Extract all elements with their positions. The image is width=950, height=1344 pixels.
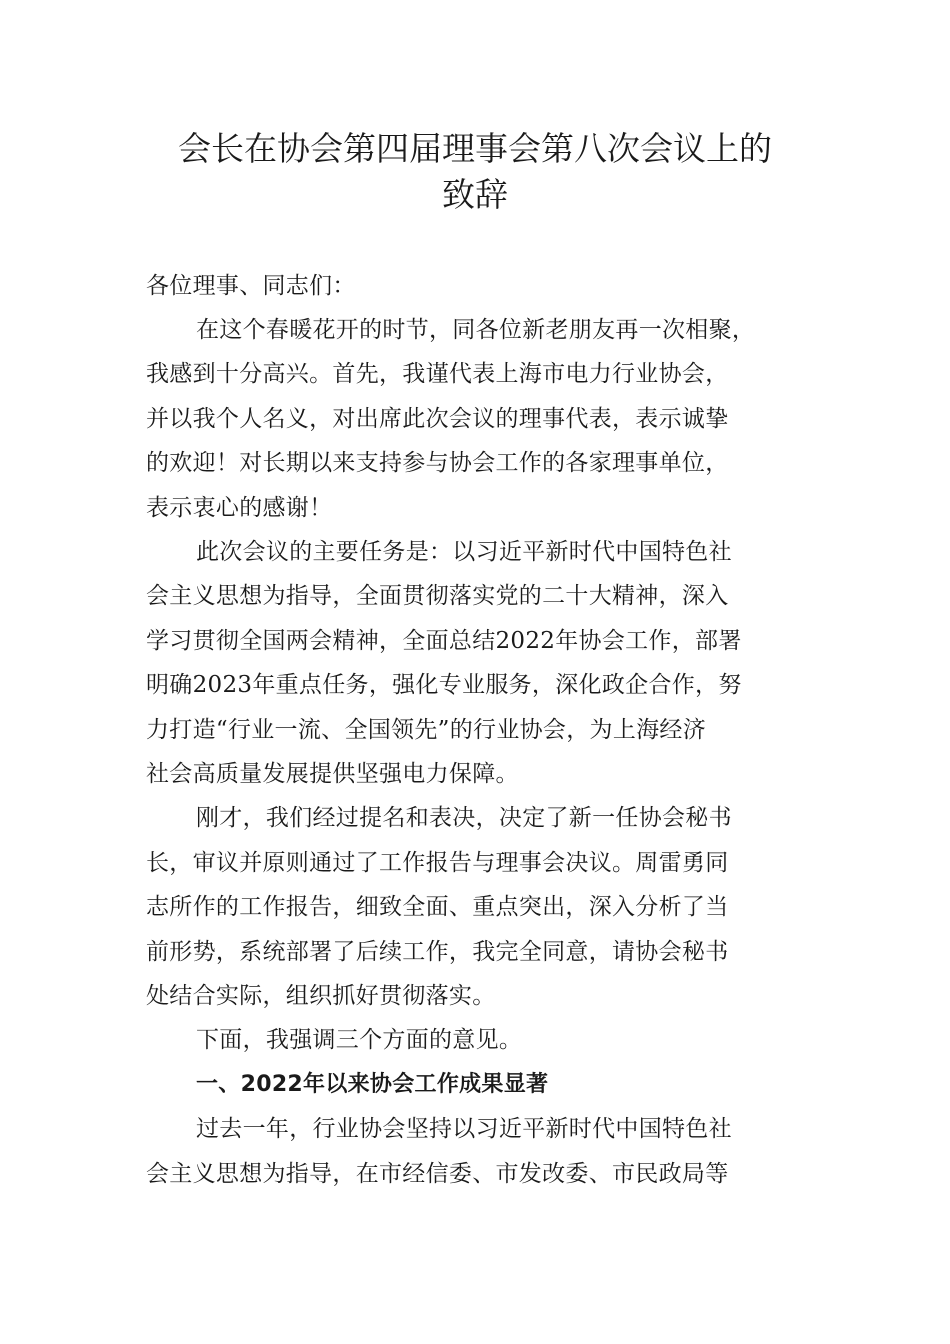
paragraph-line: 处结合实际，组织抓好贯彻落实。 bbox=[146, 983, 496, 1009]
paragraph-line: 前形势，系统部署了后续工作，我完全同意，请协会秘书 bbox=[146, 939, 729, 965]
paragraph-line: 长，审议并原则通过了工作报告与理事会决议。周雷勇同 bbox=[146, 850, 729, 876]
paragraph-line: 下面，我强调三个方面的意见。 bbox=[196, 1027, 523, 1053]
section-heading: 一、2022年以来协会工作成果显著 bbox=[196, 1072, 549, 1097]
paragraph-line: 在这个春暖花开的时节，同各位新老朋友再一次相聚， bbox=[196, 317, 756, 343]
paragraph-line: 表示衷心的感谢！ bbox=[146, 495, 333, 521]
paragraph-line: 此次会议的主要任务是：以习近平新时代中国特色社 bbox=[196, 539, 732, 565]
paragraph-line: 会主义思想为指导，在市经信委、市发改委、市民政局等 bbox=[146, 1161, 729, 1187]
paragraph-line: 力打造“行业一流、全国领先”的行业协会，为上海经济 bbox=[146, 717, 707, 743]
paragraph-line: 并以我个人名义，对出席此次会议的理事代表，表示诚挚 bbox=[146, 406, 729, 432]
paragraph-line: 社会高质量发展提供坚强电力保障。 bbox=[146, 761, 519, 787]
paragraph-line: 过去一年，行业协会坚持以习近平新时代中国特色社 bbox=[196, 1116, 732, 1142]
paragraph-line: 的欢迎！对长期以来支持参与协会工作的各家理事单位， bbox=[146, 450, 729, 476]
paragraph-line: 明确2023年重点任务，强化专业服务，深化政企合作，努 bbox=[146, 672, 742, 698]
title-line-1: 会长在协会第四届理事会第八次会议上的 bbox=[178, 129, 772, 168]
document-title bbox=[120, 126, 830, 218]
paragraph-line: 刚才，我们经过提名和表决，决定了新一任协会秘书 bbox=[196, 805, 732, 831]
paragraph-line: 志所作的工作报告，细致全面、重点突出，深入分析了当 bbox=[146, 894, 729, 920]
title-line-2: 致辞 bbox=[442, 175, 508, 214]
paragraph-line: 会主义思想为指导，全面贯彻落实党的二十大精神，深入 bbox=[146, 583, 729, 609]
paragraph-line: 我感到十分高兴。首先，我谨代表上海市电力行业协会， bbox=[146, 361, 729, 387]
paragraph-line: 学习贯彻全国两会精神，全面总结2022年协会工作，部署 bbox=[146, 628, 742, 654]
salutation: 各位理事、同志们： bbox=[146, 273, 356, 299]
